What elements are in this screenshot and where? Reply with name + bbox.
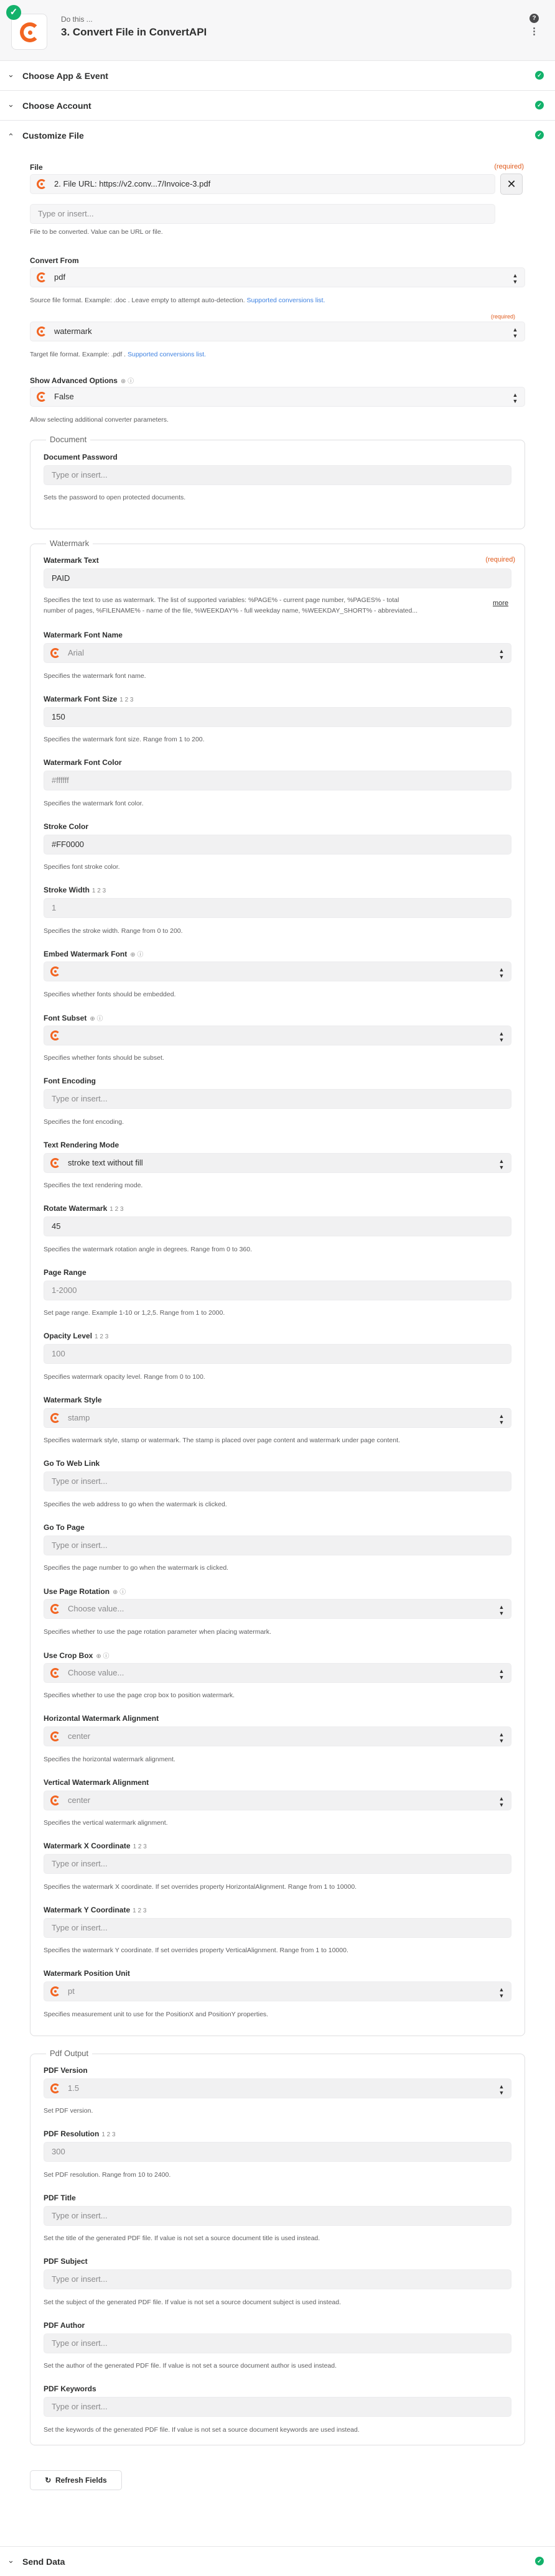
- watermark-text-input[interactable]: PAID: [44, 568, 511, 588]
- pdf-keywords-label: PDF Keywords: [44, 2384, 96, 2393]
- pdf-title-label: PDF Title: [44, 2194, 76, 2202]
- watermark-style-label: Watermark Style: [44, 1396, 102, 1404]
- clear-icon[interactable]: ✕: [500, 174, 523, 195]
- use-crop-box-label: Use Crop Box ⊕ ⓘ: [44, 1651, 110, 1660]
- font-name-select[interactable]: Arial ▲ ▼: [44, 643, 511, 663]
- file-hint: File to be converted. Value can be URL or file.: [30, 228, 163, 236]
- pdf-resolution-label: PDF Resolution 1 2 3: [44, 2129, 116, 2138]
- font-subset-select[interactable]: [44, 1026, 511, 1045]
- pdf-version-hint: Set PDF version.: [44, 2107, 93, 2115]
- use-crop-box-hint: Specifies whether to use the page crop box to position watermark.: [44, 1692, 235, 1699]
- web-link-label: Go To Web Link: [44, 1459, 100, 1468]
- pdf-keywords-input[interactable]: Type or insert...: [44, 2397, 511, 2417]
- supported-conversions-link[interactable]: Supported conversions list.: [128, 351, 207, 358]
- convertapi-icon: [50, 648, 60, 658]
- stroke-width-label: Stroke Width 1 2 3: [44, 886, 106, 894]
- go-to-page-input[interactable]: Type or insert...: [44, 1536, 511, 1555]
- vertical-alignment-label: Vertical Watermark Alignment: [44, 1778, 149, 1787]
- pdf-title-input[interactable]: Type or insert...: [44, 2206, 511, 2226]
- use-page-rotation-select[interactable]: Choose value... ▲ ▼: [44, 1599, 511, 1619]
- refresh-fields-button[interactable]: ↻ Refresh Fields: [30, 2470, 122, 2490]
- chevron-down-icon: ⌄: [7, 70, 14, 79]
- chevron-down-icon: ⌄: [7, 100, 14, 109]
- help-icon[interactable]: ?: [529, 14, 539, 23]
- advanced-options-select[interactable]: False ▲ ▼: [30, 387, 525, 407]
- convert-from-label: Convert From: [30, 256, 79, 265]
- dropdown-arrows-icon: ▲ ▼: [498, 1668, 505, 1680]
- stroke-color-hint: Specifies font stroke color.: [44, 863, 120, 871]
- dropdown-arrows-icon: ▲ ▼: [498, 1031, 505, 1043]
- dropdown-arrows-icon: ▲ ▼: [512, 392, 518, 404]
- pdf-version-select[interactable]: 1.5 ▲ ▼: [44, 2078, 511, 2098]
- check-icon: ✓: [535, 131, 544, 139]
- required-badge: (required): [494, 163, 524, 170]
- document-password-input[interactable]: Type or insert...: [44, 465, 511, 485]
- convert-from-select[interactable]: pdf ▲ ▼: [30, 267, 525, 287]
- convertapi-icon: [50, 1986, 60, 1996]
- convert-from-hint: Source file format. Example: .doc . Leave empty to attempt auto-detection. Supported conversions list.: [30, 297, 325, 304]
- x-coordinate-hint: Specifies the watermark X coordinate. If set overrides property HorizontalAlignment. Range from 1 to 10000.: [44, 1883, 357, 1891]
- y-coordinate-hint: Specifies the watermark Y coordinate. If set overrides property VerticalAlignment. Range from 1 to 10000.: [44, 1947, 348, 1954]
- font-encoding-hint: Specifies the font encoding.: [44, 1118, 124, 1126]
- pdf-resolution-hint: Set PDF resolution. Range from 10 to 2400.: [44, 2171, 171, 2179]
- convertapi-icon: [50, 1158, 60, 1168]
- x-coordinate-input[interactable]: Type or insert...: [44, 1854, 511, 1874]
- file-extra-input[interactable]: Type or insert...: [30, 204, 495, 224]
- rotate-hint: Specifies the watermark rotation angle in degrees. Range from 0 to 360.: [44, 1246, 253, 1253]
- info-icon: ⊕ ⓘ: [90, 1016, 103, 1022]
- file-field[interactable]: 2. File URL: https://v2.conv...7/Invoice-3.pdf: [30, 174, 495, 194]
- dropdown-arrows-icon: ▲ ▼: [498, 1795, 505, 1808]
- convert-to-hint: Target file format. Example: .pdf . Supported conversions list.: [30, 351, 207, 358]
- text-rendering-label: Text Rendering Mode: [44, 1141, 119, 1149]
- vertical-alignment-select[interactable]: center ▲ ▼: [44, 1791, 511, 1810]
- stroke-color-label: Stroke Color: [44, 822, 89, 831]
- go-to-page-hint: Specifies the page number to go when the watermark is clicked.: [44, 1564, 229, 1572]
- check-icon: ✓: [535, 71, 544, 80]
- use-page-rotation-hint: Specifies whether to use the page rotation parameter when placing watermark.: [44, 1628, 271, 1636]
- y-coordinate-label: Watermark Y Coordinate 1 2 3: [44, 1906, 147, 1914]
- font-size-label: Watermark Font Size 1 2 3: [44, 695, 134, 703]
- vertical-alignment-hint: Specifies the vertical watermark alignment.: [44, 1819, 168, 1827]
- text-rendering-select[interactable]: stroke text without fill ▲ ▼: [44, 1153, 511, 1173]
- required-badge: (required): [490, 313, 515, 320]
- horizontal-alignment-label: Horizontal Watermark Alignment: [44, 1714, 159, 1723]
- pdf-version-label: PDF Version: [44, 2066, 88, 2075]
- horizontal-alignment-select[interactable]: center ▲ ▼: [44, 1726, 511, 1746]
- step-header: [0, 0, 555, 61]
- dropdown-arrows-icon: ▲ ▼: [498, 1158, 505, 1170]
- convertapi-icon: [50, 1731, 60, 1741]
- section-choose-app-event[interactable]: [0, 61, 555, 91]
- section-send-data[interactable]: [0, 2546, 555, 2576]
- pdf-output-legend: Pdf Output: [46, 2049, 92, 2058]
- page-range-label: Page Range: [44, 1268, 86, 1277]
- supported-conversions-link[interactable]: Supported conversions list.: [246, 297, 325, 304]
- dropdown-arrows-icon: ▲ ▼: [512, 272, 518, 285]
- advanced-options-hint: Allow selecting additional converter parameters.: [30, 416, 169, 424]
- info-icon: ⊕ ⓘ: [130, 952, 144, 958]
- watermark-style-hint: Specifies watermark style, stamp or watermark. The stamp is placed over page content and watermark under page content.: [44, 1437, 400, 1444]
- info-icon: ⊕ ⓘ: [113, 1589, 126, 1596]
- step-subtitle: Do this ...: [61, 15, 93, 24]
- position-unit-select[interactable]: pt ▲ ▼: [44, 1981, 511, 2001]
- opacity-label: Opacity Level 1 2 3: [44, 1332, 109, 1340]
- dropdown-arrows-icon: ▲ ▼: [498, 1604, 505, 1616]
- rotate-input[interactable]: 45: [44, 1216, 511, 1236]
- embed-font-label: Embed Watermark Font ⊕ ⓘ: [44, 950, 144, 958]
- watermark-style-select[interactable]: stamp ▲ ▼: [44, 1408, 511, 1428]
- more-link[interactable]: more: [493, 600, 509, 607]
- section-choose-account[interactable]: [0, 91, 555, 121]
- convertapi-icon: [37, 392, 47, 402]
- font-color-hint: Specifies the watermark font color.: [44, 800, 144, 807]
- watermark-text-hint-2: number of pages, %FILENAME% - name of the file, %WEEKDAY% - full weekday name, %WEEKDAY_SHORT% - abbreviated...: [44, 607, 418, 614]
- convertapi-icon: [50, 2083, 60, 2093]
- rotate-label: Rotate Watermark 1 2 3: [44, 1204, 124, 1213]
- dropdown-arrows-icon: ▲ ▼: [512, 327, 518, 339]
- convertapi-icon: [50, 1031, 60, 1040]
- position-unit-hint: Specifies measurement unit to use for the PositionX and PositionY properties.: [44, 2011, 269, 2018]
- dropdown-arrows-icon: ▲ ▼: [498, 966, 505, 979]
- stroke-width-input[interactable]: 1: [44, 898, 511, 918]
- info-icon: ⊕ ⓘ: [120, 378, 134, 385]
- use-crop-box-select[interactable]: Choose value... ▲ ▼: [44, 1663, 511, 1683]
- stroke-width-hint: Specifies the stroke width. Range from 0 to 200.: [44, 927, 183, 935]
- dropdown-arrows-icon: ▲ ▼: [498, 1413, 505, 1425]
- font-size-input[interactable]: 150: [44, 707, 511, 727]
- watermark-legend: Watermark: [46, 539, 93, 548]
- pdf-subject-input[interactable]: Type or insert...: [44, 2269, 511, 2289]
- convertapi-icon: [50, 966, 60, 976]
- convertapi-icon: [50, 1668, 60, 1678]
- document-password-hint: Sets the password to open protected documents.: [44, 494, 186, 501]
- dropdown-arrows-icon: ▲ ▼: [498, 1731, 505, 1744]
- document-password-label: Document Password: [44, 453, 118, 461]
- section-customize-file[interactable]: [0, 121, 555, 151]
- use-page-rotation-label: Use Page Rotation ⊕ ⓘ: [44, 1587, 126, 1596]
- page-range-input[interactable]: 1-2000: [44, 1281, 511, 1300]
- opacity-input[interactable]: 100: [44, 1344, 511, 1364]
- y-coordinate-input[interactable]: Type or insert...: [44, 1918, 511, 1938]
- more-menu-icon[interactable]: ⋮: [529, 26, 539, 37]
- pdf-author-hint: Set the author of the generated PDF file. If value is not set a source document author is used instead.: [44, 2362, 337, 2370]
- opacity-hint: Specifies watermark opacity level. Range from 0 to 100.: [44, 1373, 205, 1381]
- convertapi-icon: [50, 1413, 60, 1423]
- watermark-text-hint-1: Specifies the text to use as watermark. The list of supported variables: %PAGE% - current page number, %PAGES% - total: [44, 596, 399, 604]
- pdf-keywords-hint: Set the keywords of the generated PDF file. If value is not set a source document keywords are used instead.: [44, 2426, 360, 2434]
- convertapi-icon: [37, 327, 47, 336]
- step-title[interactable]: 3. Convert File in ConvertAPI: [61, 26, 207, 38]
- pdf-author-input[interactable]: Type or insert...: [44, 2333, 511, 2353]
- required-badge: (required): [485, 556, 515, 563]
- page-range-hint: Set page range. Example 1-10 or 1,2,5. Range from 1 to 2000.: [44, 1309, 225, 1317]
- font-size-hint: Specifies the watermark font size. Range from 1 to 200.: [44, 736, 205, 743]
- pdf-resolution-input[interactable]: 300: [44, 2142, 511, 2162]
- convertapi-icon: [37, 272, 47, 282]
- convertapi-icon: [50, 1604, 60, 1614]
- info-icon: ⊕ ⓘ: [96, 1653, 110, 1660]
- embed-font-hint: Specifies whether fonts should be embedded.: [44, 991, 176, 998]
- stroke-color-input[interactable]: #FF0000: [44, 835, 511, 855]
- web-link-input[interactable]: Type or insert...: [44, 1471, 511, 1491]
- convert-to-select[interactable]: watermark ▲ ▼: [30, 322, 525, 341]
- section-title: Choose App & Event: [22, 71, 108, 81]
- convertapi-icon: [37, 179, 47, 189]
- dropdown-arrows-icon: ▲ ▼: [498, 648, 505, 660]
- section-title: Send Data: [22, 2557, 65, 2567]
- convertapi-icon: [50, 1795, 60, 1805]
- pdf-subject-hint: Set the subject of the generated PDF file. If value is not set a source document subject is used instead.: [44, 2299, 342, 2306]
- embed-font-select[interactable]: [44, 961, 511, 981]
- check-icon: ✓: [535, 101, 544, 109]
- position-unit-label: Watermark Position Unit: [44, 1969, 130, 1978]
- file-label: File: [30, 163, 43, 172]
- x-coordinate-label: Watermark X Coordinate 1 2 3: [44, 1842, 147, 1850]
- text-rendering-hint: Specifies the text rendering mode.: [44, 1182, 143, 1189]
- font-encoding-label: Font Encoding: [44, 1077, 96, 1085]
- font-subset-label: Font Subset ⊕ ⓘ: [44, 1014, 103, 1022]
- pdf-subject-label: PDF Subject: [44, 2257, 88, 2266]
- section-title: Customize File: [22, 131, 84, 141]
- dropdown-arrows-icon: ▲ ▼: [498, 1986, 505, 1999]
- dropdown-arrows-icon: ▲ ▼: [498, 2083, 505, 2096]
- font-encoding-input[interactable]: Type or insert...: [44, 1089, 511, 1109]
- document-legend: Document: [46, 435, 90, 444]
- font-color-input[interactable]: #ffffff: [44, 771, 511, 790]
- refresh-icon: ↻: [45, 2476, 52, 2485]
- pdf-author-label: PDF Author: [44, 2321, 85, 2330]
- pdf-title-hint: Set the title of the generated PDF file. If value is not set a source document title is used instead.: [44, 2235, 320, 2242]
- section-title: Choose Account: [22, 101, 91, 111]
- web-link-hint: Specifies the web address to go when the watermark is clicked.: [44, 1501, 227, 1508]
- font-subset-hint: Specifies whether fonts should be subset.: [44, 1054, 164, 1062]
- pdf-output-group: [30, 2054, 525, 2445]
- chevron-down-icon: ⌄: [7, 2555, 14, 2565]
- font-name-hint: Specifies the watermark font name.: [44, 672, 146, 680]
- check-icon: ✓: [6, 5, 21, 20]
- check-icon: ✓: [535, 2557, 544, 2565]
- horizontal-alignment-hint: Specifies the horizontal watermark alignment.: [44, 1756, 175, 1763]
- advanced-options-label: Show Advanced Options ⊕ ⓘ: [30, 376, 134, 385]
- go-to-page-label: Go To Page: [44, 1523, 85, 1532]
- watermark-text-label: Watermark Text: [44, 556, 99, 565]
- font-color-label: Watermark Font Color: [44, 758, 122, 767]
- chevron-up-icon: ⌃: [7, 132, 14, 141]
- font-name-label: Watermark Font Name: [44, 631, 123, 639]
